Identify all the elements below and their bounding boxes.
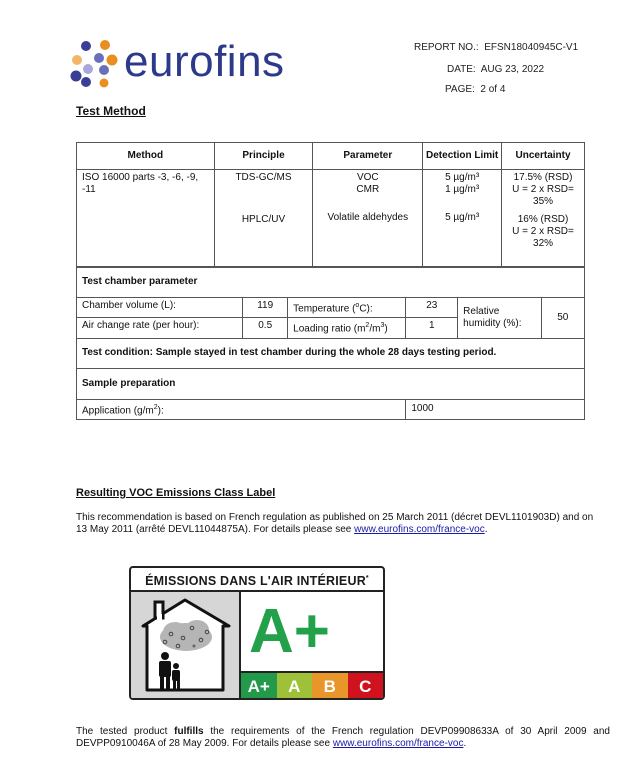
humidity-value: 50 — [557, 311, 569, 323]
application-label — [77, 400, 405, 419]
column-header: Detection Limit — [423, 143, 502, 170]
principle-value: TDS-GC/MS — [235, 172, 292, 183]
label-heading-text: ÉMISSIONS DANS L'AIR INTÉRIEUR — [145, 574, 366, 589]
date-label: DATE: — [447, 64, 476, 75]
parameter-value: Volatile aldehydes — [327, 212, 409, 223]
grade-scale — [241, 671, 383, 700]
table-row — [77, 170, 585, 268]
grade-panel — [241, 592, 383, 700]
test-condition: Test condition: Sample stayed in test chamber during the whole 28 days testing period. — [82, 347, 497, 359]
emission-grade: A+ — [249, 597, 330, 666]
france-voc-link[interactable]: www.eurofins.com/france-voc — [332, 738, 464, 749]
temperature-value: 23 — [426, 300, 438, 311]
loading-ratio-label — [288, 318, 405, 337]
conclusion-text: The tested product — [76, 726, 175, 737]
uncertainty-value: U = 2 x RSD= — [512, 226, 574, 237]
conclusion-end: . — [463, 738, 467, 749]
sample-prep-title: Sample preparation — [82, 377, 176, 389]
degree-sup: o — [355, 302, 360, 309]
page-value: 2 of 4 — [480, 84, 506, 95]
page-label: PAGE: — [445, 84, 475, 95]
loading-label-text: Loading ratio (m — [293, 323, 366, 335]
detection-limit-value: 1 µg/m³ — [445, 184, 480, 195]
pollution-cloud-icon — [160, 620, 212, 651]
conclusion-bold: fulfills — [174, 726, 204, 737]
column-header: Principle — [214, 143, 313, 170]
temperature-label-unit: C): — [359, 303, 373, 315]
column-header: Parameter — [313, 143, 423, 170]
table-row — [77, 338, 585, 368]
principle-value: HPLC/UV — [241, 214, 286, 225]
column-header: Uncertainty — [502, 143, 585, 170]
voc-emissions-label — [129, 566, 385, 700]
parameter-value: CMR — [356, 184, 380, 195]
application-label-end: ): — [157, 404, 164, 416]
test-method-title: Test Method — [76, 104, 146, 118]
uncertainty-value: 17.5% (RSD) — [513, 172, 573, 183]
test-method-table — [76, 142, 585, 268]
uncertainty-value: U = 2 x RSD= — [512, 184, 574, 195]
air-change-value: 0.5 — [258, 320, 273, 332]
report-number-label: REPORT NO.: — [414, 42, 479, 53]
loading-ratio-value: 1 — [428, 320, 435, 332]
table-header-row — [77, 143, 585, 170]
chamber-volume-value: 119 — [257, 300, 274, 311]
loading-label-end: ) — [384, 323, 388, 335]
temperature-label — [288, 298, 405, 317]
voc-intro-paragraph — [76, 512, 606, 536]
label-heading — [131, 568, 383, 592]
voc-intro-end: . — [484, 524, 488, 535]
loading-label-mid: /m — [369, 323, 381, 335]
page-number — [445, 84, 505, 95]
uncertainty-value: 16% (RSD) — [517, 214, 569, 225]
table-row — [77, 267, 585, 298]
method-value: ISO 16000 parts -3, -6, -9, -11 — [82, 172, 199, 195]
conclusion-text: the requirements of the French regulation DEVP09908633A of 30 April 2009 and DEVPP0910046A of 28 May 2009. For details please see — [76, 726, 610, 749]
report-number — [414, 42, 578, 53]
chamber-section-title: Test chamber parameter — [82, 276, 198, 287]
scale-a-plus: A+ — [241, 673, 277, 700]
column-header: Method — [77, 143, 215, 170]
humidity-label: Relative humidity (%): — [463, 305, 522, 329]
application-value: 1000 — [411, 403, 434, 415]
label-heading-star: * — [365, 575, 369, 582]
scale-c: C — [348, 673, 384, 700]
loading-sup: 2 — [365, 322, 370, 330]
scale-b: B — [312, 673, 348, 700]
conclusion-paragraph — [76, 726, 610, 750]
report-date — [447, 64, 544, 75]
scale-a: A — [277, 673, 313, 700]
application-sup: 2 — [153, 403, 158, 411]
table-row — [77, 368, 585, 399]
temperature-label-text: Temperature ( — [293, 303, 356, 315]
air-change-label: Air change rate (per hour): — [82, 320, 200, 332]
application-label-text: Application (g/m — [82, 404, 154, 416]
uncertainty-value: 35% — [533, 196, 554, 207]
detection-limit-value: 5 µg/m³ — [445, 212, 480, 223]
date-value: AUG 23, 2022 — [480, 64, 545, 75]
house-panel — [131, 592, 241, 700]
house-with-people-icon — [131, 592, 239, 700]
chamber-volume-label: Chamber volume (L): — [82, 300, 176, 311]
voc-intro-text: This recommendation is based on French regulation as published on 25 March 2011 (décret DEVL1101903D) and on 13 May 2011 (arrêté DEVL11044875A). For details please see — [76, 512, 594, 535]
table-row — [77, 399, 585, 419]
uncertainty-value: 32% — [533, 238, 554, 249]
voc-label-title: Resulting VOC Emissions Class Label — [76, 487, 276, 499]
eurofins-logo-icon — [70, 40, 120, 88]
table-row — [77, 298, 585, 318]
parameter-value: VOC — [356, 172, 379, 183]
brand-name: eurofins — [124, 37, 285, 86]
test-chamber-table — [76, 266, 585, 420]
france-voc-link[interactable]: www.eurofins.com/france-voc — [354, 524, 485, 535]
report-number-value: EFSN18040945C-V1 — [484, 42, 579, 53]
loading-sup: 3 — [380, 322, 385, 330]
detection-limit-value: 5 µg/m³ — [445, 172, 480, 183]
